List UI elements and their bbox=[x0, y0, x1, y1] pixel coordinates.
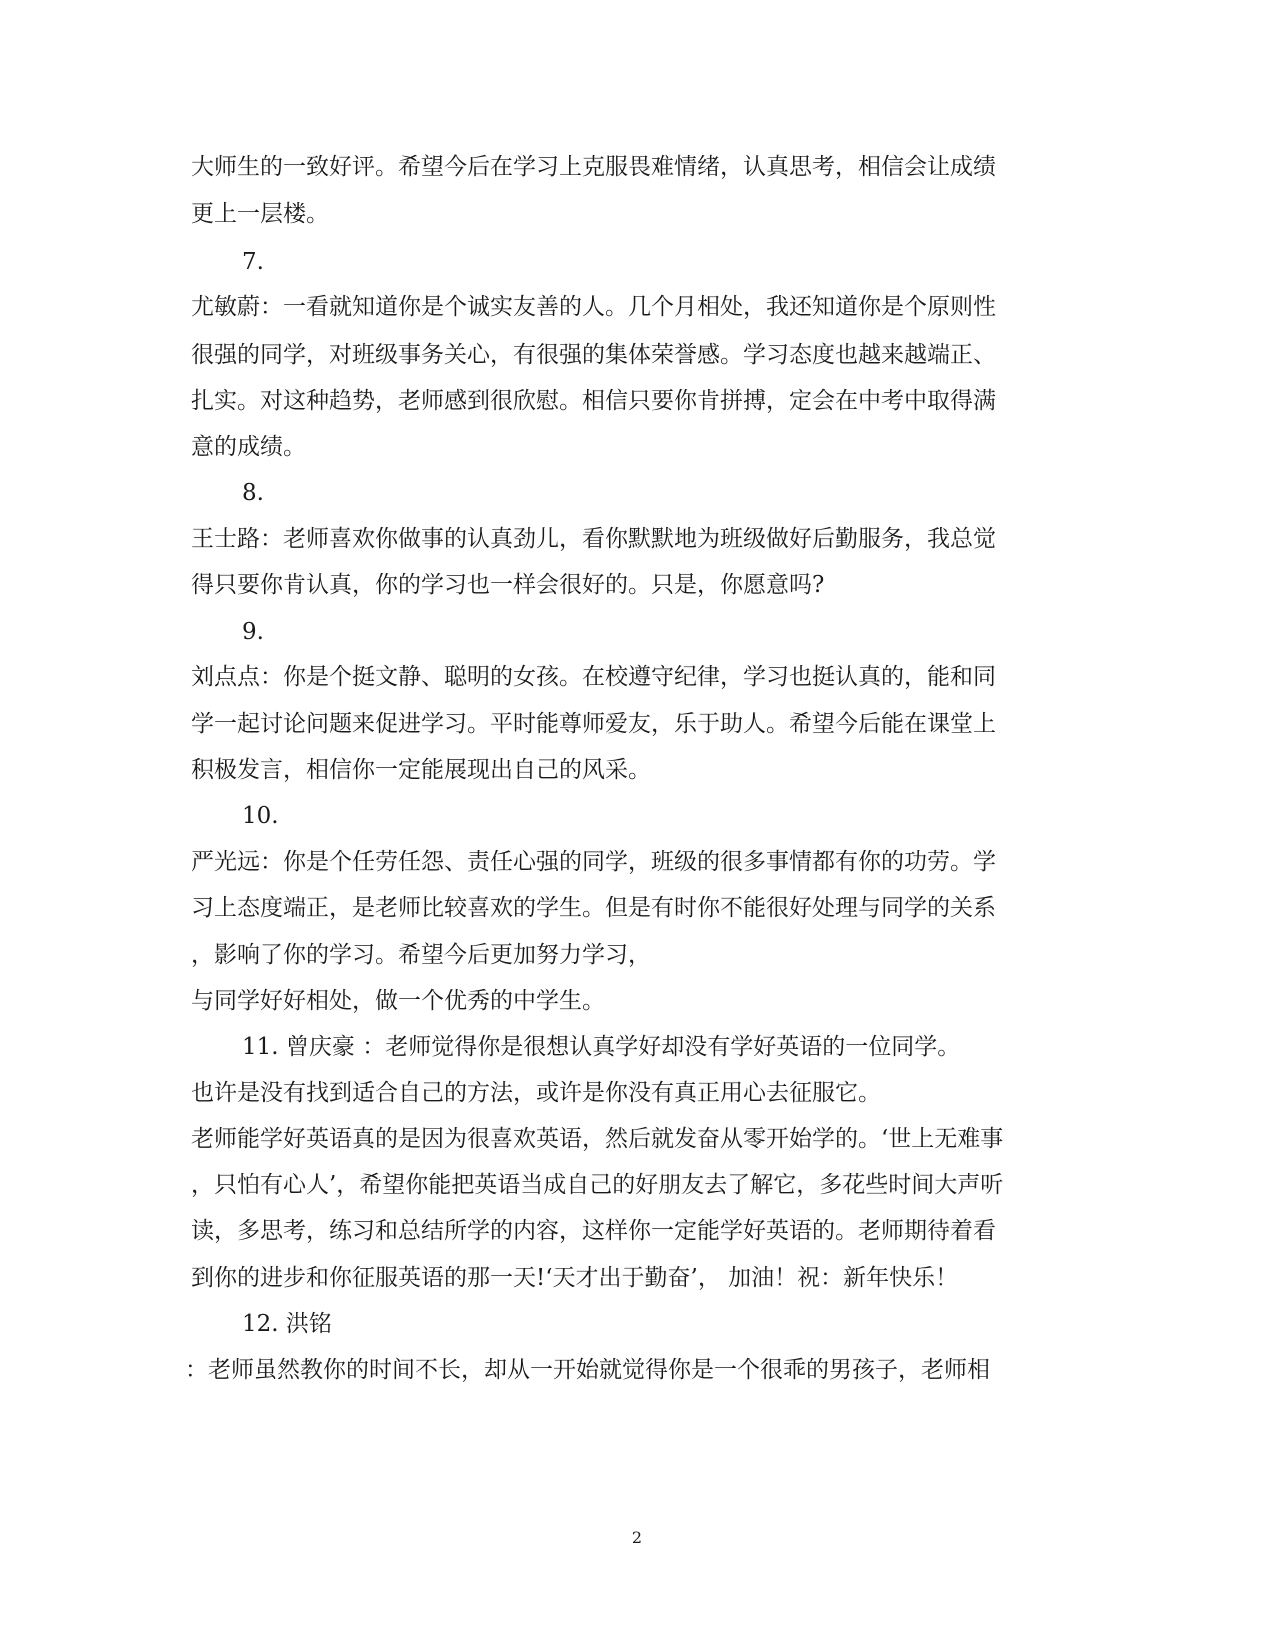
page-number: 2 bbox=[631, 1528, 643, 1547]
text-line: 更上一层楼。 bbox=[191, 201, 329, 227]
text-line: 得只要你肯认真，你的学习也一样会很好的。只是，你愿意吗? bbox=[191, 572, 825, 598]
item-number: 10. bbox=[242, 803, 279, 829]
text-line: 与同学好好相处，做一个优秀的中学生。 bbox=[191, 988, 605, 1014]
text-line: 很强的同学，对班级事务关心，有很强的集体荣誉感。学习态度也越来越端正、 bbox=[191, 342, 996, 368]
text-line: 王士路：老师喜欢你做事的认真劲儿，看你默默地为班级做好后勤服务，我总觉 bbox=[191, 526, 996, 552]
item-number: 7. bbox=[242, 249, 264, 275]
text-line: 尤敏蔚：一看就知道你是个诚实友善的人。几个月相处，我还知道你是个原则性 bbox=[191, 294, 996, 320]
text-line: 学一起讨论问题来促进学习。平时能尊师爱友，乐于助人。希望今后能在课堂上 bbox=[191, 711, 996, 737]
text-line: 积极发言，相信你一定能展现出自己的风采。 bbox=[191, 757, 651, 783]
text-line: 也许是没有找到适合自己的方法，或许是你没有真正用心去征服它。 bbox=[191, 1080, 881, 1106]
item-heading: 11. 曾庆豪 ：老师觉得你是很想认真学好却没有学好英语的一位同学。 bbox=[242, 1034, 961, 1060]
text-line: 习上态度端正，是老师比较喜欢的学生。但是有时你不能很好处理与同学的关系 bbox=[191, 895, 996, 921]
text-line: 扎实。对这种趋势，老师感到很欣慰。相信只要你肯拼搏，定会在中考中取得满 bbox=[191, 388, 996, 414]
text-line: 意的成绩。 bbox=[191, 434, 306, 460]
text-line: 到你的进步和你征服英语的那一天!‘天才出于勤奋’， 加油！祝：新年快乐！ bbox=[191, 1265, 959, 1291]
text-line: 严光远：你是个任劳任怨、责任心强的同学，班级的很多事情都有你的功劳。学 bbox=[191, 849, 996, 875]
text-line: ，影响了你的学习。希望今后更加努力学习， bbox=[191, 942, 651, 968]
text-line: 大师生的一致好评。希望今后在学习上克服畏难情绪，认真思考，相信会让成绩 bbox=[191, 154, 996, 180]
item-number: 9. bbox=[242, 619, 264, 645]
text-line: 老师能学好英语真的是因为很喜欢英语，然后就发奋从零开始学的。‘世上无难事 bbox=[191, 1126, 1004, 1152]
item-number: 8. bbox=[242, 480, 264, 506]
text-line: 读，多思考，练习和总结所学的内容，这样你一定能学好英语的。老师期待着看 bbox=[191, 1218, 996, 1244]
text-line: 刘点点：你是个挺文静、聪明的女孩。在校遵守纪律，学习也挺认真的，能和同 bbox=[191, 664, 996, 690]
item-heading: 12. 洪铭 bbox=[242, 1311, 332, 1337]
text-line: ，只怕有心人’，希望你能把英语当成自己的好朋友去了解它，多花些时间大声听 bbox=[191, 1172, 1004, 1198]
text-line: ：老师虽然教你的时间不长，却从一开始就觉得你是一个很乖的男孩子，老师相 bbox=[185, 1357, 990, 1383]
